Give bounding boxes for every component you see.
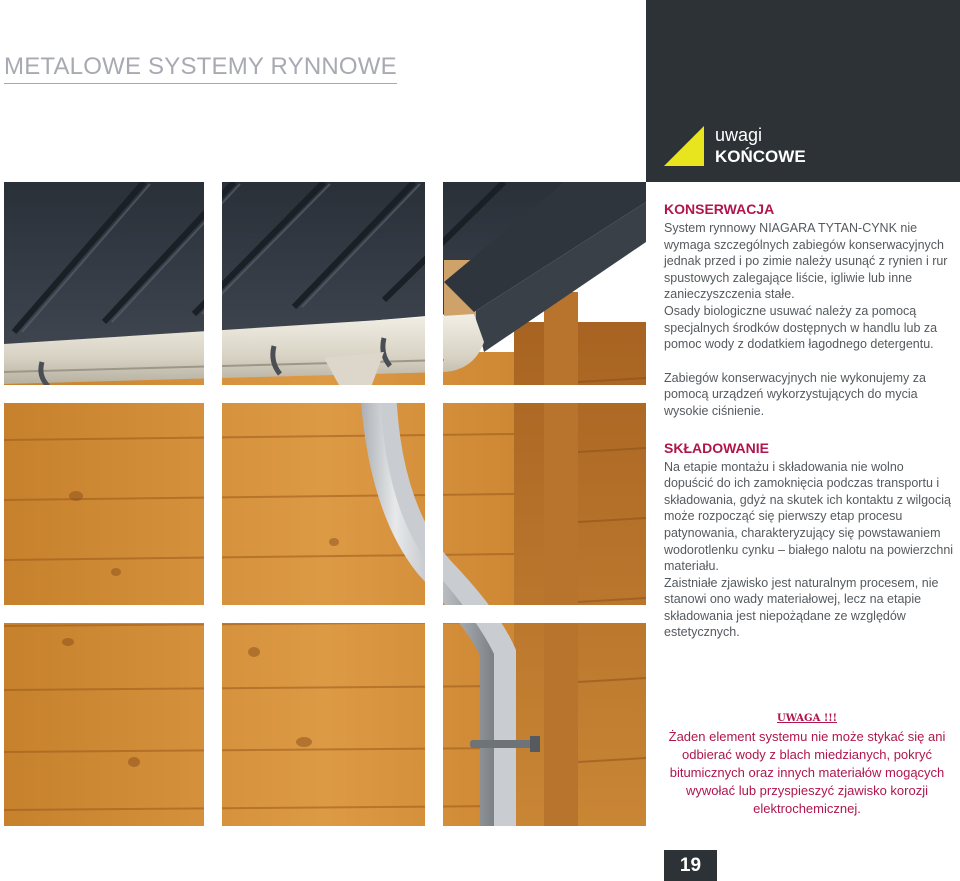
konserwacja-paragraph-3: Zabiegów konserwacyjnych nie wykonujemy za pomocą urządzeń wykorzystujących do mycia wysokie ciśnienie. bbox=[664, 370, 926, 418]
skladowanie-paragraph-1: Na etapie montażu i składowania nie wolno dopuścić do ich zamoknięcia podczas transportu i składowania, gdyż na skutek ich kontaktu z wilgocią może rozpocząć się pierwszy etap procesu patynowania, charakteryzujący się powstawaniem wodorotlenku cynku – białego nalotu na powierzchni materiału. bbox=[664, 459, 954, 574]
warning-text: Żaden element systemu nie może stykać się ani odbierać wody z blach miedzianych, pokryć bitumicznych oraz innych materiałów mogących wywołać lub przyspieszyć zjawisko korozji elektrochemicznej. bbox=[668, 729, 946, 816]
page-number: 19 bbox=[664, 850, 717, 881]
yellow-triangle-icon bbox=[664, 126, 704, 166]
konserwacja-paragraph-2: Osady biologiczne usuwać należy za pomocą specjalnych środków dostępnych w handlu lub za pomoc wody z dodatkiem łagodnego detergentu. bbox=[664, 303, 938, 352]
skladowanie-heading: SKŁADOWANIE bbox=[664, 439, 769, 456]
warning-title: UWAGA !!! bbox=[776, 713, 838, 724]
section-label bbox=[715, 124, 806, 168]
section-label-line2: KOŃCOWE bbox=[715, 147, 806, 166]
section-label-line1: uwagi bbox=[715, 125, 763, 145]
gutter-photo-mosaic bbox=[4, 182, 646, 826]
text-column bbox=[664, 200, 954, 641]
konserwacja-paragraph-1: System rynnowy NIAGARA TYTAN-CYNK nie wymaga szczególnych zabiegów konserwacyjnych jednak przed i po zimie należy usunąć z rynien i rur spustowych zalegające liście, igliwie lub inne zanieczyszczenia stałe. bbox=[664, 221, 948, 302]
konserwacja-heading: KONSERWACJA bbox=[664, 201, 775, 217]
warning-box bbox=[664, 712, 950, 818]
skladowanie-paragraph-2: Zaistniałe zjawisko jest naturalnym procesem, nie stanowi ono wady materiałowej, lecz na etapie składowania jest niepożądane ze względów estetycznych. bbox=[664, 575, 939, 640]
page-title: METALOWE SYSTEMY RYNNOWE bbox=[4, 52, 397, 84]
